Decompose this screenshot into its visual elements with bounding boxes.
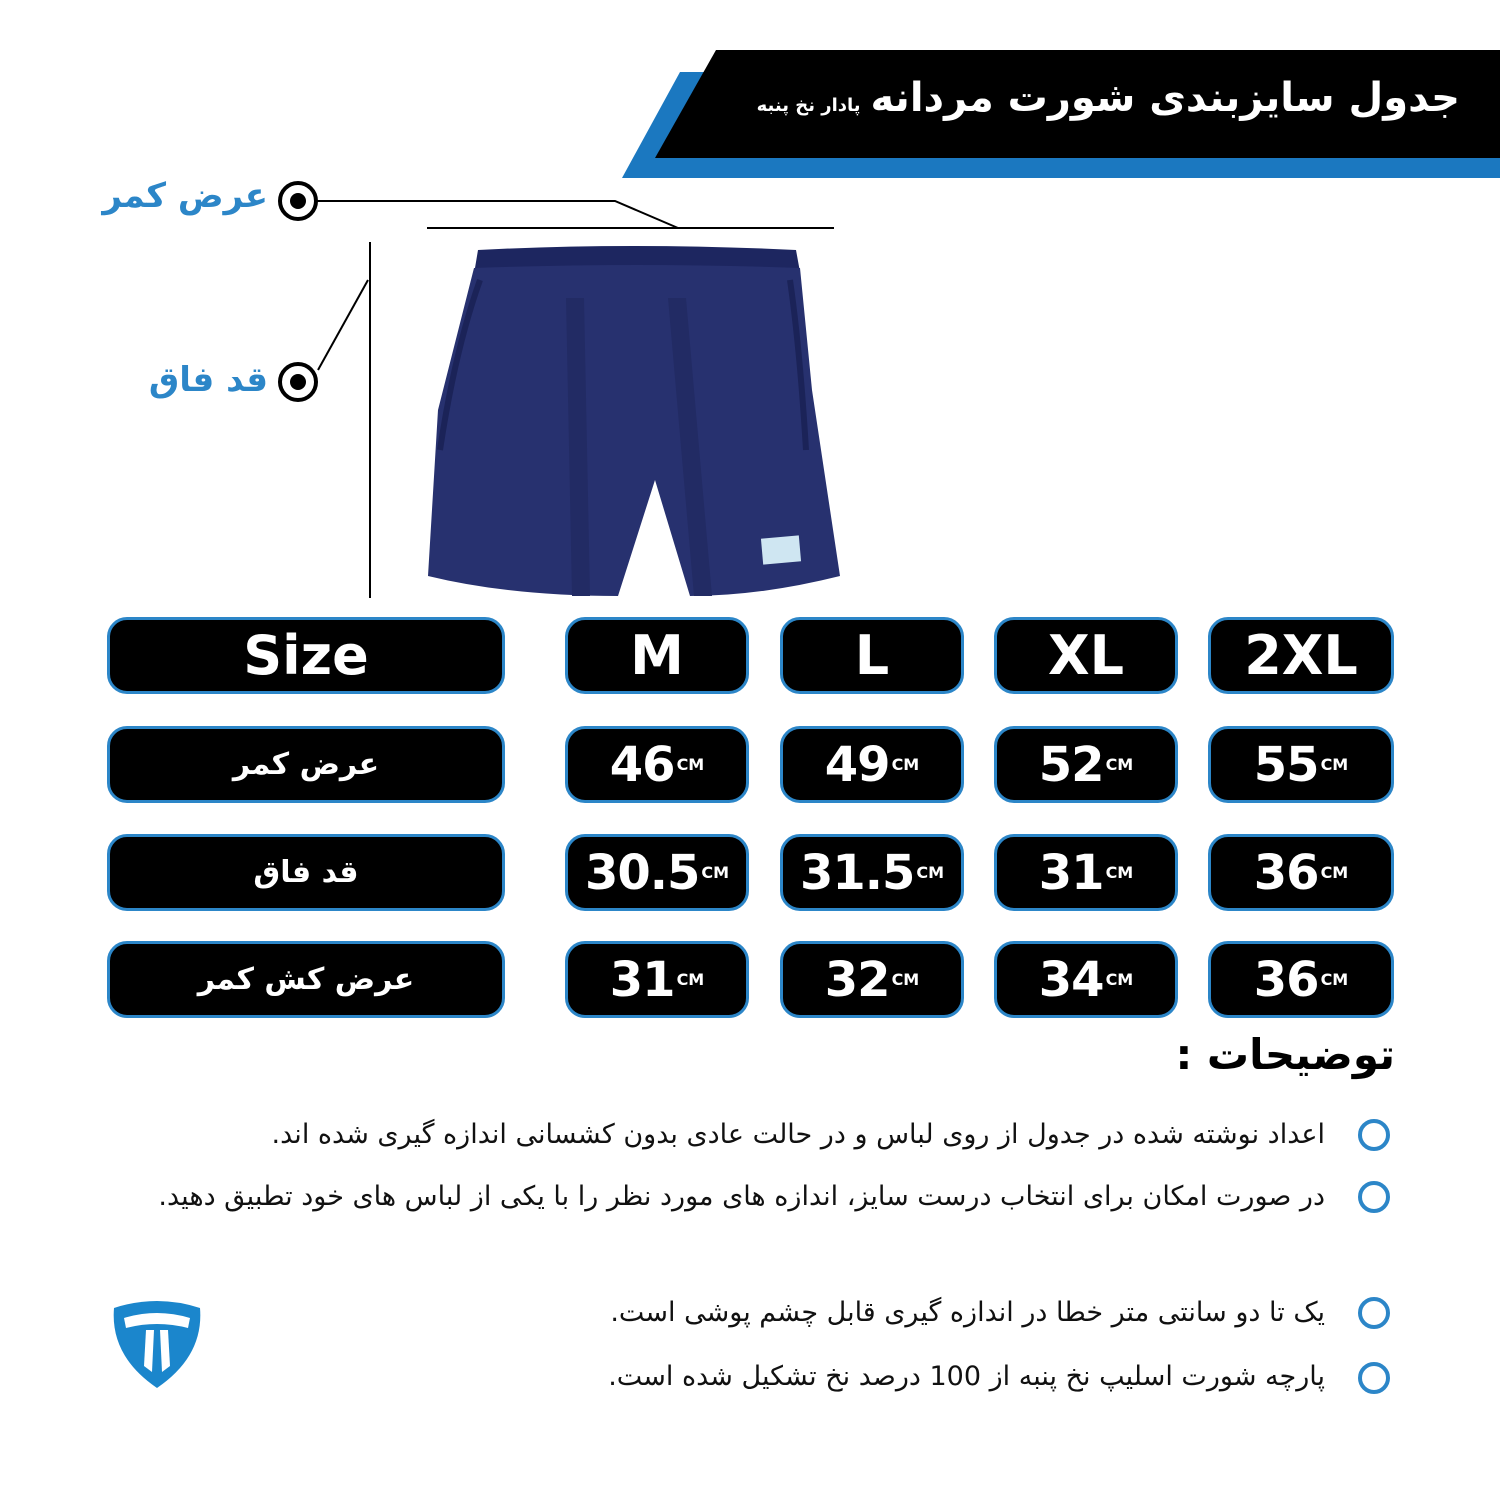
- size-xl-header: XL: [994, 617, 1178, 694]
- row-waist-width-label: عرض کمر: [107, 726, 505, 803]
- circle-outline-icon: [1358, 1297, 1390, 1329]
- measurement-diagram: [0, 150, 900, 610]
- rise-l-cell: 31.5 CM: [780, 834, 964, 911]
- note-item-3: یک تا دو سانتی متر خطا در اندازه گیری قابل چشم پوشی است.: [610, 1297, 1325, 1328]
- page-title: جدول سایزبندی شورت مردانه: [870, 75, 1460, 121]
- note-item-2: در صورت امکان برای انتخاب درست سایز، اندازه های مورد نظر را با یکی از لباس های خود تطبیق دهید.: [158, 1181, 1325, 1212]
- row-rise-label: قد فاق: [107, 834, 505, 911]
- waist-leader-line: [316, 201, 678, 228]
- waist-marker-dot: [290, 193, 306, 209]
- waistband-l-cell: 32 CM: [780, 941, 964, 1018]
- waist-width-m-cell: 46 CM: [565, 726, 749, 803]
- garment-tag: [761, 535, 801, 564]
- waist-width-xl-cell: 52 CM: [994, 726, 1178, 803]
- page-title-group: [757, 75, 1460, 135]
- rise-m-cell: 30.5 CM: [565, 834, 749, 911]
- row-waistband-width-label: عرض کش کمر: [107, 941, 505, 1018]
- waistband-xl-cell: 34 CM: [994, 941, 1178, 1018]
- boxer-shorts-illustration: [428, 246, 840, 596]
- circle-outline-icon: [1358, 1119, 1390, 1151]
- rise-2xl-cell: 36 CM: [1208, 834, 1394, 911]
- rise-leader-line: [318, 280, 368, 370]
- waistband-2xl-cell: 36 CM: [1208, 941, 1394, 1018]
- size-m-header: M: [565, 617, 749, 694]
- size-l-header: L: [780, 617, 964, 694]
- waist-width-2xl-cell: 55 CM: [1208, 726, 1394, 803]
- size-2xl-header: 2XL: [1208, 617, 1394, 694]
- note-item-1: اعداد نوشته شده در جدول از روی لباس و در حالت عادی بدون کشسانی اندازه گیری شده اند.: [271, 1119, 1325, 1150]
- rise-length-label: قد فاق: [148, 360, 268, 400]
- note-item-4: پارچه شورت اسلیپ نخ پنبه از 100 درصد نخ تشکیل شده است.: [608, 1361, 1325, 1392]
- page-subtitle: پادار نخ پنبه: [756, 95, 861, 116]
- rise-marker-dot: [290, 374, 306, 390]
- circle-outline-icon: [1358, 1181, 1390, 1213]
- waist-width-l-cell: 49 CM: [780, 726, 964, 803]
- waist-width-label: عرض کمر: [102, 176, 268, 216]
- size-header-cell: Size: [107, 617, 505, 694]
- waistband-m-cell: 31 CM: [565, 941, 749, 1018]
- notes-heading: توضیحات :: [1175, 1030, 1395, 1079]
- shield-t-logo-icon: [108, 1300, 206, 1390]
- circle-outline-icon: [1358, 1362, 1390, 1394]
- rise-xl-cell: 31 CM: [994, 834, 1178, 911]
